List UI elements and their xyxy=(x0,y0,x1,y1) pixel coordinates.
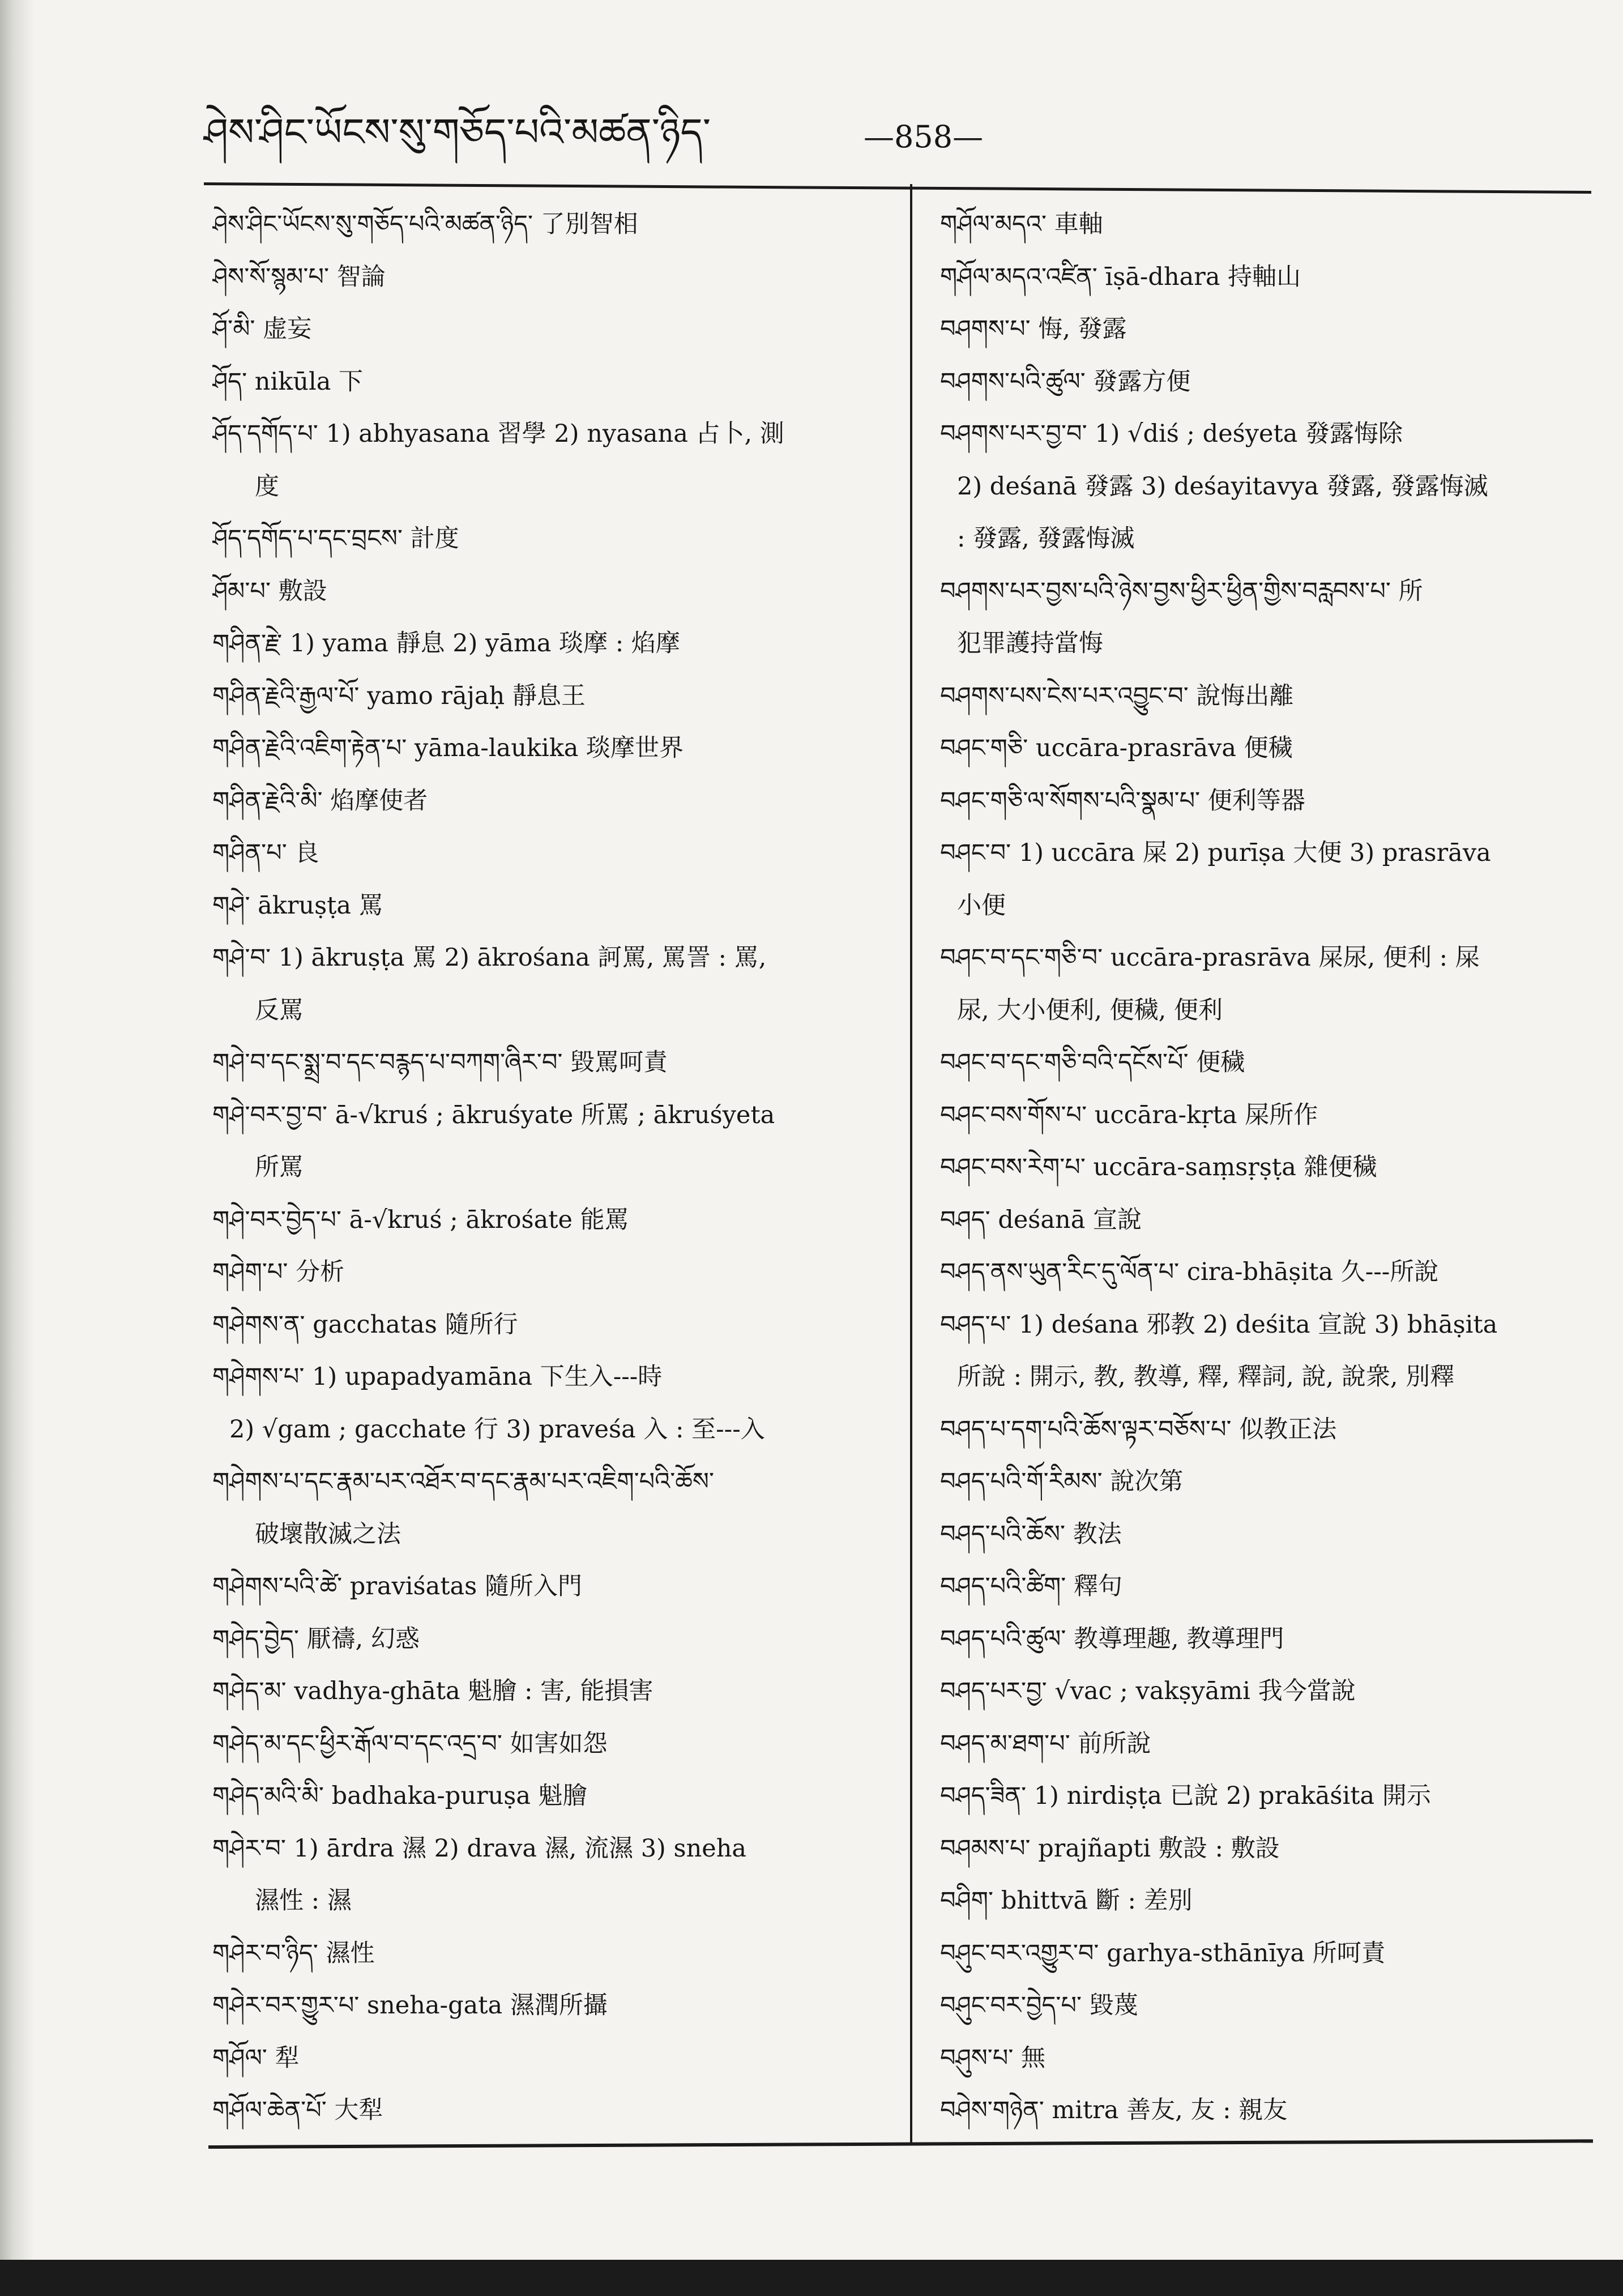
entry-line: བཤད་ནས་ཡུན་རིང་དུ་ལོན་པ་ cira-bhāṣita 久---所說 xyxy=(940,1258,1439,1286)
entry-line: གཤིན་རྗེ་ 1) yama 靜息 2) yāma 琰摩 : 焰摩 xyxy=(212,629,680,658)
entry-line: གཤེར་བ་ 1) ārdra 濕 2) drava 濕, 流濕 3) sneha xyxy=(212,1834,747,1863)
entry-line: བཤིག་ bhittvā 斷 : 差別 xyxy=(940,1887,1193,1915)
entry-line: གཤེད་མ་དང་ཕྱིར་རྒོལ་བ་དང་འདྲ་བ་ 如害如怨 xyxy=(212,1729,608,1758)
entry-line: གཤིན་རྗེའི་འཇིག་རྟེན་པ་ yāma-laukika 琰摩世界 xyxy=(212,734,684,762)
entry-line: བཤད་པའི་ཚིག་ 釋句 xyxy=(940,1572,1122,1601)
entry-continuation: 破壞散滅之法 xyxy=(255,1520,401,1548)
entry-line: བཤད་པ་ 1) deśana 邪教 2) deśita 宣說 3) bhāṣita xyxy=(940,1310,1498,1339)
entry-line: བཤུང་བར་འགྱུར་བ་ garhya-sthānīya 所呵責 xyxy=(940,1939,1386,1968)
entry-line: གཤེད་མ་ vadhya-ghāta 魁膾 : 害, 能損害 xyxy=(212,1677,654,1705)
entry-line: གཤོལ་མདའ་འཛིན་ īṣā-dhara 持軸山 xyxy=(940,262,1301,291)
entry-line: ཤོད་དགོད་པ་ 1) abhyasana 習學 2) nyasana 占卜, 測 xyxy=(212,420,784,448)
entry-line: བཤགས་པ་ 悔, 發露 xyxy=(940,315,1127,343)
entry-line: བཤད་མ་ཐག་པ་ 前所說 xyxy=(940,1729,1151,1758)
scan-edge-shadow xyxy=(0,0,34,2296)
entry-line: གཤིན་པ་ 良 xyxy=(212,839,319,867)
entry-line: གཤེད་མའི་མི་ badhaka-puruṣa 魁膾 xyxy=(212,1782,587,1810)
entry-line: བཤད་པའི་ཆོས་ 教法 xyxy=(940,1520,1122,1548)
entry-continuation: 度 xyxy=(255,472,279,501)
entry-line: གཤེ་ ākruṣṭa 罵 xyxy=(212,891,383,920)
entry-line: བཤགས་པར་བྱས་པའི་ཉེས་བྱས་ཕྱིར་ཕྱིན་གྱིས་བརླབས་པ་ 所 xyxy=(940,577,1423,605)
running-head: ཤེས་ཤིང་ཡོངས་སུ་གཅོད་པའི་མཚན་ཉིད་ xyxy=(204,110,711,155)
entry-continuation: 犯罪護持當悔 xyxy=(957,629,1103,658)
entry-line: གཤེགས་ན་ gacchatas 隨所行 xyxy=(212,1310,518,1339)
entry-continuation: 濕性 : 濕 xyxy=(255,1887,352,1915)
footer-rule xyxy=(208,2139,1593,2149)
entry-continuation: 所罵 xyxy=(255,1153,304,1181)
left-column xyxy=(212,198,900,2137)
entry-line: གཤེག་པ་ 分析 xyxy=(212,1258,345,1286)
entry-line: བཤང་བ་དང་གཅི་བའི་དངོས་པོ་ 便穢 xyxy=(940,1048,1245,1077)
entry-continuation: 尿, 大小便利, 便穢, 便利 xyxy=(957,996,1223,1025)
entry-line: གཤོལ་ཆེན་པོ་ 大犁 xyxy=(212,2096,383,2124)
entry-line: བཤང་གཅི་ལ་སོགས་པའི་སྣམ་པ་ 便利等器 xyxy=(940,786,1305,815)
entry-line: ཤོམ་པ་ 敷設 xyxy=(212,577,327,605)
entry-line: ཤེས་སོ་སྙམ་པ་ 智論 xyxy=(212,262,386,291)
entry-line: གཤོལ་ 犁 xyxy=(212,2043,300,2072)
entry-line: ཤོ་མི་ 虚妄 xyxy=(212,315,312,343)
entry-line: གཤེར་བ་ཉིད་ 濕性 xyxy=(212,1939,375,1968)
entry-line: བཤེས་གཉེན་ mitra 善友, 友 : 親友 xyxy=(940,2096,1288,2124)
page-header xyxy=(204,108,1591,170)
entry-line: གཤིན་རྗེའི་རྒྱལ་པོ་ yamo rājaḥ 靜息王 xyxy=(212,681,586,710)
entry-line: གཤེགས་པ་དང་རྣམ་པར་འཐོར་བ་དང་རྣམ་པར་འཇིག་པའི་ཆོས་ xyxy=(212,1467,714,1496)
entry-line: གཤེགས་པ་ 1) upapadyamāna 下生入---時 xyxy=(212,1363,663,1391)
entry-line: བཤང་བ་དང་གཅི་བ་ uccāra-prasrāva 屎尿, 便利 : 屎 xyxy=(940,944,1480,972)
entry-line: གཤེ་བར་བྱ་བ་ ā-√kruś ; ākruśyate 所罵 ; ākruśyeta xyxy=(212,1100,775,1129)
entry-line: བཤགས་པར་བྱ་བ་ 1) √diś ; deśyeta 發露悔除 xyxy=(940,420,1403,448)
entry-line: ཤོད་ nikūla 下 xyxy=(212,367,364,396)
entry-line: གཤེ་བར་བྱེད་པ་ ā-√kruś ; ākrośate 能罵 xyxy=(212,1205,629,1234)
entry-line: བཤུང་བར་བྱེད་པ་ 毀蔑 xyxy=(940,1991,1138,2020)
entry-continuation: 2) deśanā 發露 3) deśayitavya 發露, 發露悔滅 xyxy=(957,472,1488,501)
entry-line: བཤམས་པ་ prajñapti 敷設 : 敷設 xyxy=(940,1834,1280,1863)
column-divider xyxy=(910,184,912,2145)
entry-line: གཤོལ་མདའ་ 車軸 xyxy=(940,210,1103,238)
header-rule xyxy=(204,182,1591,194)
entry-line: གཤིན་རྗེའི་མི་ 焰摩使者 xyxy=(212,786,428,815)
entry-line: གཤེ་བ་དང་སྨྲ་བ་དང་བརྙད་པ་བཀག་ཞིར་བ་ 毀罵呵責 xyxy=(212,1048,668,1077)
entry-continuation: 2) √gam ; gacchate 行 3) praveśa 入 : 至---入 xyxy=(229,1415,765,1444)
entry-line: བཤད་ཟིན་ 1) nirdiṣṭa 已說 2) prakāśita 開示 xyxy=(940,1782,1431,1810)
entry-line: གཤེགས་པའི་ཚེ་ praviśatas 隨所入門 xyxy=(212,1572,582,1601)
entry-continuation: : 發露, 發露悔滅 xyxy=(957,524,1135,553)
scan-bottom-edge xyxy=(0,2260,1623,2296)
entry-line: བཤང་གཅི་ uccāra-prasrāva 便穢 xyxy=(940,734,1293,762)
entry-line: གཤེར་བར་གྱུར་པ་ sneha-gata 濕潤所攝 xyxy=(212,1991,608,2020)
entry-line: གཤེ་བ་ 1) ākruṣṭa 罵 2) ākrośana 訶罵, 罵詈 : 罵, xyxy=(212,944,767,972)
entry-line: བཤགས་པས་ངེས་པར་འབྱུང་བ་ 說悔出離 xyxy=(940,681,1294,710)
entry-line: བཤད་པ་དག་པའི་ཆོས་ལྟར་བཅོས་པ་ 似教正法 xyxy=(940,1415,1337,1444)
entry-line: ཤོད་དགོད་པ་དང་བྲངས་ 計度 xyxy=(212,524,459,553)
entry-continuation: 小便 xyxy=(957,891,1006,920)
entry-line: བཤང་བས་རེག་པ་ uccāra-saṃsṛṣṭa 雜便穢 xyxy=(940,1153,1377,1181)
entry-continuation: 所說 : 開示, 教, 教導, 釋, 釋詞, 說, 說衆, 別釋 xyxy=(957,1363,1455,1391)
right-column xyxy=(940,198,1591,2137)
entry-line: བཤང་བས་གོས་པ་ uccāra-kṛta 屎所作 xyxy=(940,1100,1318,1129)
entry-line: གཤེད་བྱེད་ 厭禱, 幻惑 xyxy=(212,1624,420,1653)
entry-line: བཤུས་པ་ 無 xyxy=(940,2043,1046,2072)
entry-continuation: 反罵 xyxy=(255,996,304,1025)
page-number: —858— xyxy=(864,119,984,155)
entry-line: བཤད་པའི་གོ་རིམས་ 說次第 xyxy=(940,1467,1184,1496)
entry-line: བཤད་པའི་ཚུལ་ 教導理趣, 教導理門 xyxy=(940,1624,1284,1653)
entry-line: བཤང་བ་ 1) uccāra 屎 2) purīṣa 大便 3) prasrāva xyxy=(940,839,1491,867)
entry-line: བཤད་པར་བྱ་ √vac ; vakṣyāmi 我今當說 xyxy=(940,1677,1356,1705)
entry-line: ཤེས་ཤིང་ཡོངས་སུ་གཅོད་པའི་མཚན་ཉིད་ 了別智相 xyxy=(212,210,638,238)
entry-line: བཤད་ deśanā 宣說 xyxy=(940,1205,1142,1234)
entry-line: བཤགས་པའི་ཚུལ་ 發露方便 xyxy=(940,367,1191,396)
